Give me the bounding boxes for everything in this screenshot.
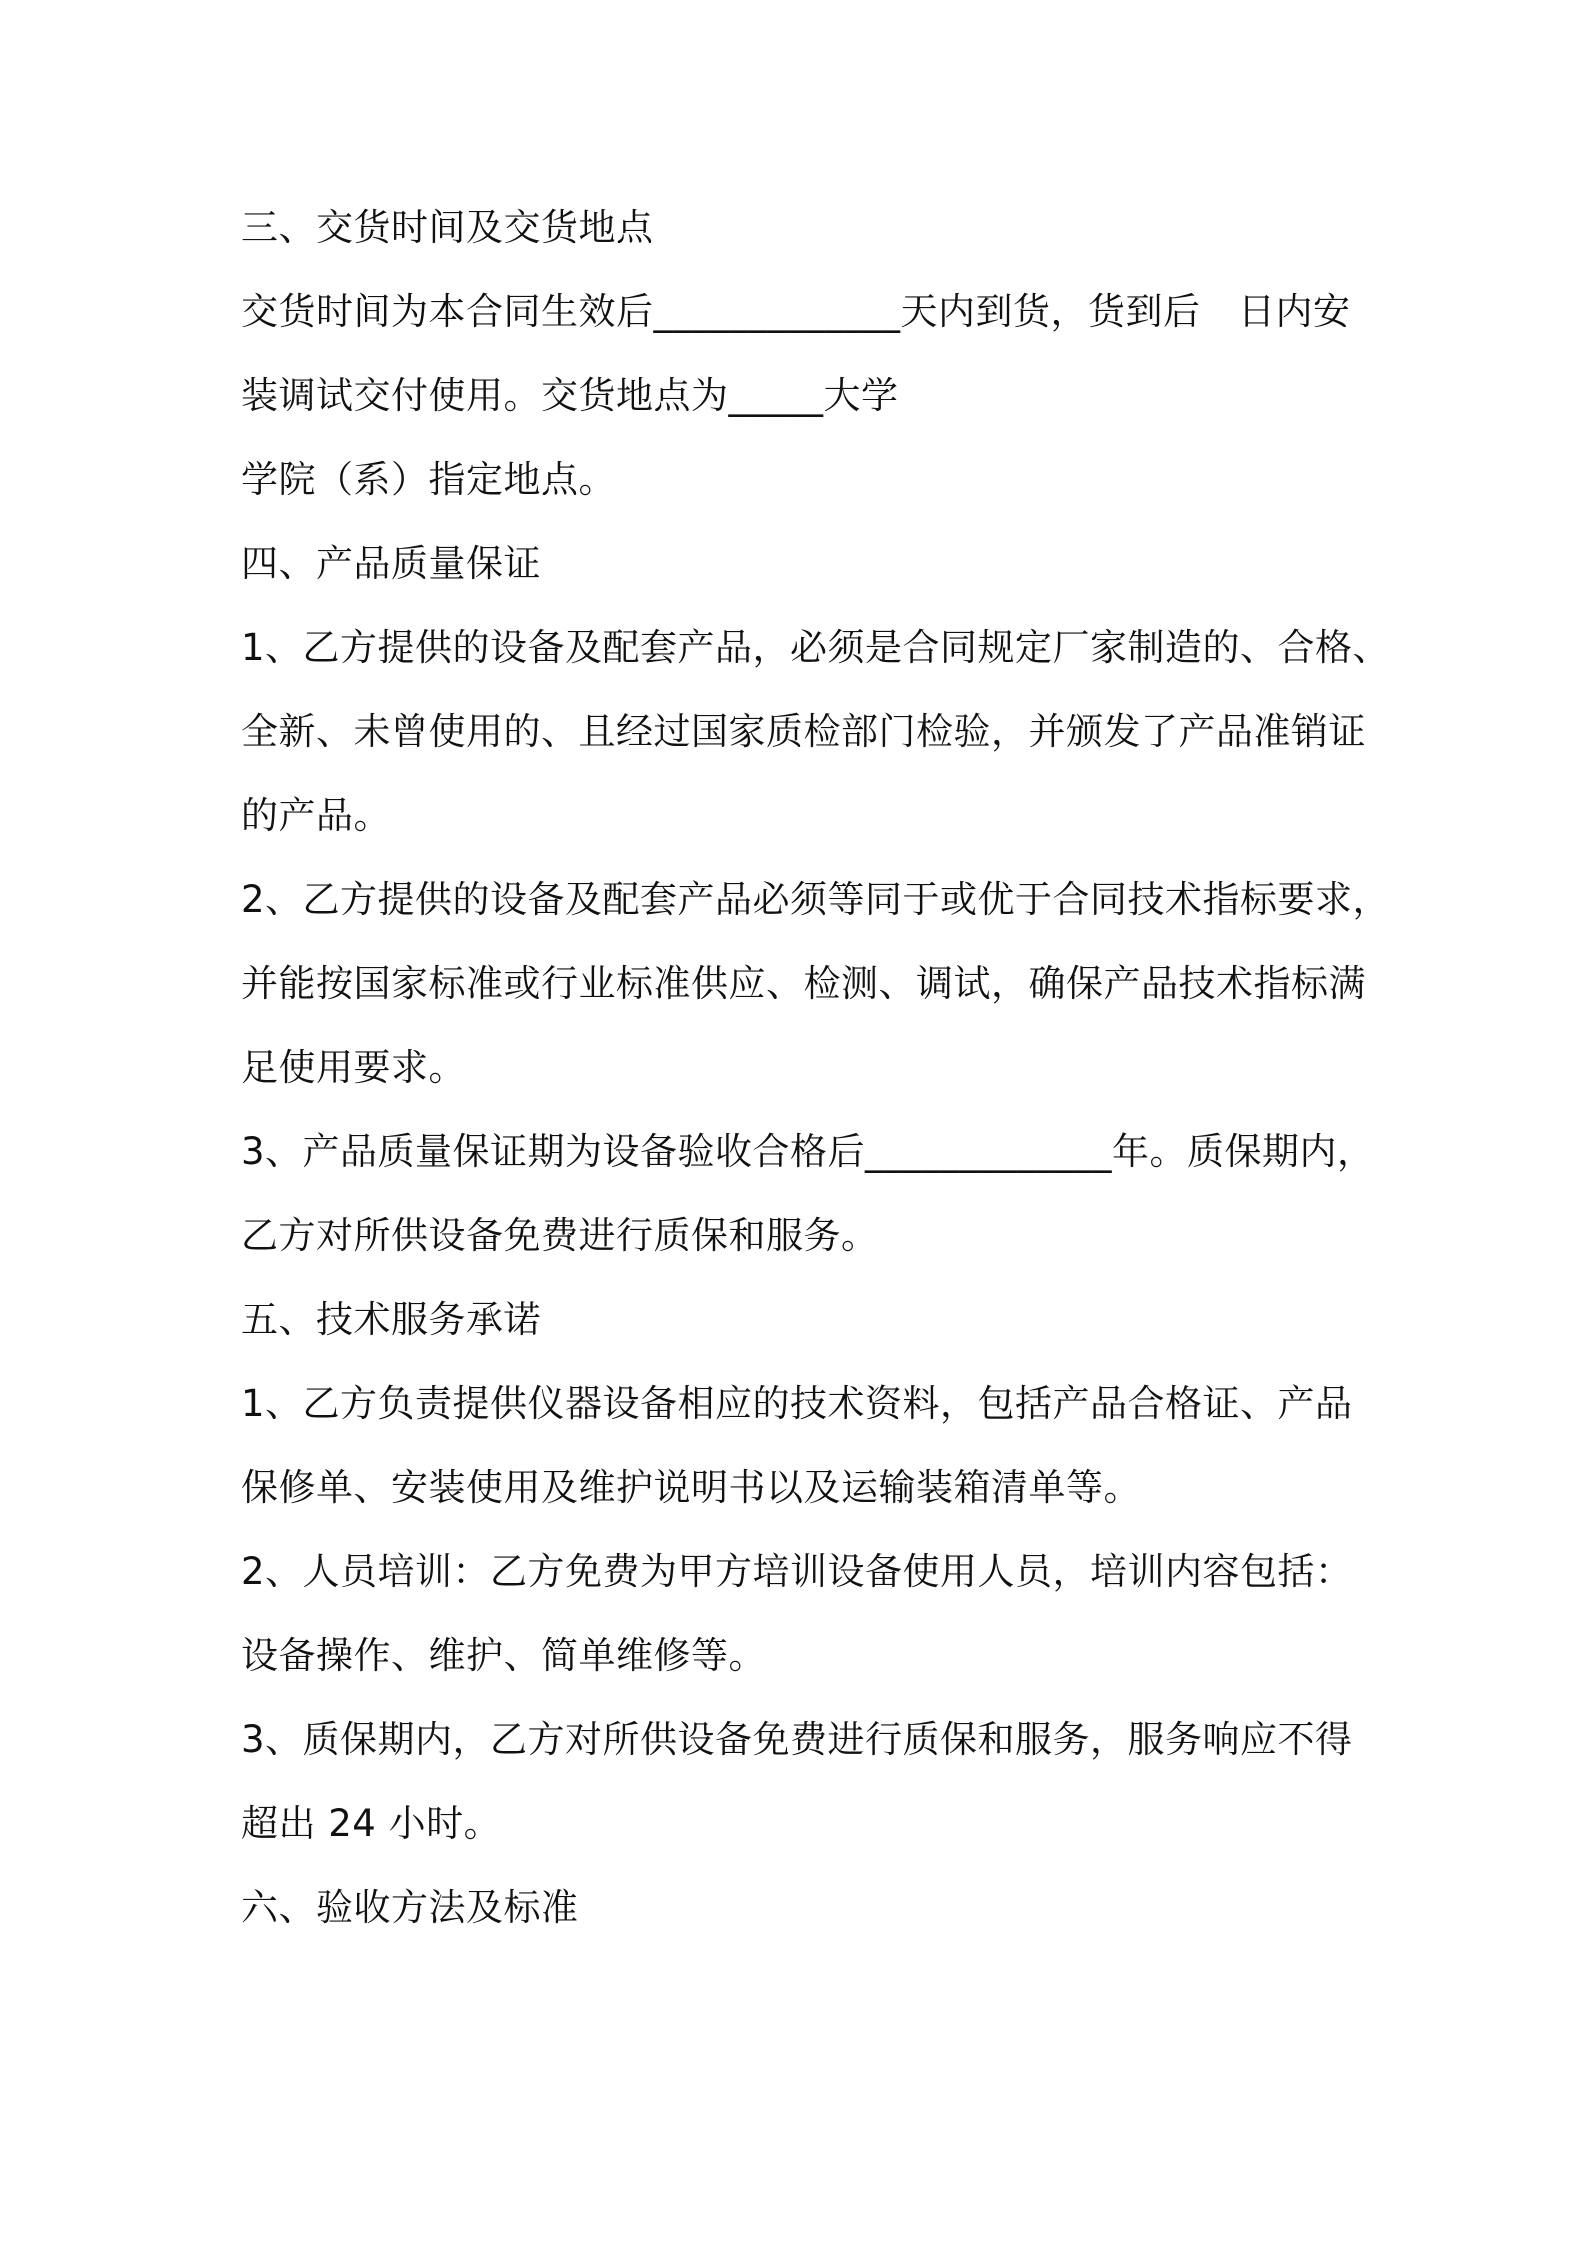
paragraph-line: 设备操作、维护、简单维修等。	[241, 1634, 766, 1677]
paragraph-line: 1、乙方提供的设备及配套产品，必须是合同规定厂家制造的、合格、	[241, 626, 1391, 669]
paragraph-line: 学院（系）指定地点。	[241, 458, 616, 501]
paragraph-line: 超出 24 小时。	[241, 1802, 502, 1845]
paragraph-line: 乙方对所供设备免费进行质保和服务。	[241, 1214, 879, 1257]
paragraph-line: 并能按国家标准或行业标准供应、检测、调试，确保产品技术指标满	[241, 962, 1366, 1005]
section-heading-quality: 四、产品质量保证	[241, 542, 541, 585]
paragraph-line: 2、乙方提供的设备及配套产品必须等同于或优于合同技术指标要求，	[241, 878, 1391, 921]
paragraph-line: 足使用要求。	[241, 1046, 466, 1089]
paragraph-line: 3、产品质量保证期为设备验收合格后_____________年。质保期内，	[241, 1130, 1375, 1173]
paragraph-line: 全新、未曾使用的、且经过国家质检部门检验，并颁发了产品准销证	[241, 710, 1366, 753]
section-heading-service: 五、技术服务承诺	[241, 1298, 541, 1341]
paragraph-line: 交货时间为本合同生效后_____________天内到货，货到后 日内安	[241, 290, 1351, 333]
paragraph-line: 3、质保期内，乙方对所供设备免费进行质保和服务，服务响应不得	[241, 1718, 1353, 1761]
section-heading-acceptance: 六、验收方法及标准	[241, 1886, 579, 1929]
paragraph-line: 的产品。	[241, 794, 391, 837]
section-heading-delivery: 三、交货时间及交货地点	[241, 206, 654, 249]
paragraph-line: 2、人员培训：乙方免费为甲方培训设备使用人员，培训内容包括：	[241, 1550, 1353, 1593]
paragraph-line: 1、乙方负责提供仪器设备相应的技术资料，包括产品合格证、产品	[241, 1382, 1353, 1425]
paragraph-line: 装调试交付使用。交货地点为_____大学	[241, 374, 899, 417]
paragraph-line: 保修单、安装使用及维护说明书以及运输装箱清单等。	[241, 1466, 1141, 1509]
